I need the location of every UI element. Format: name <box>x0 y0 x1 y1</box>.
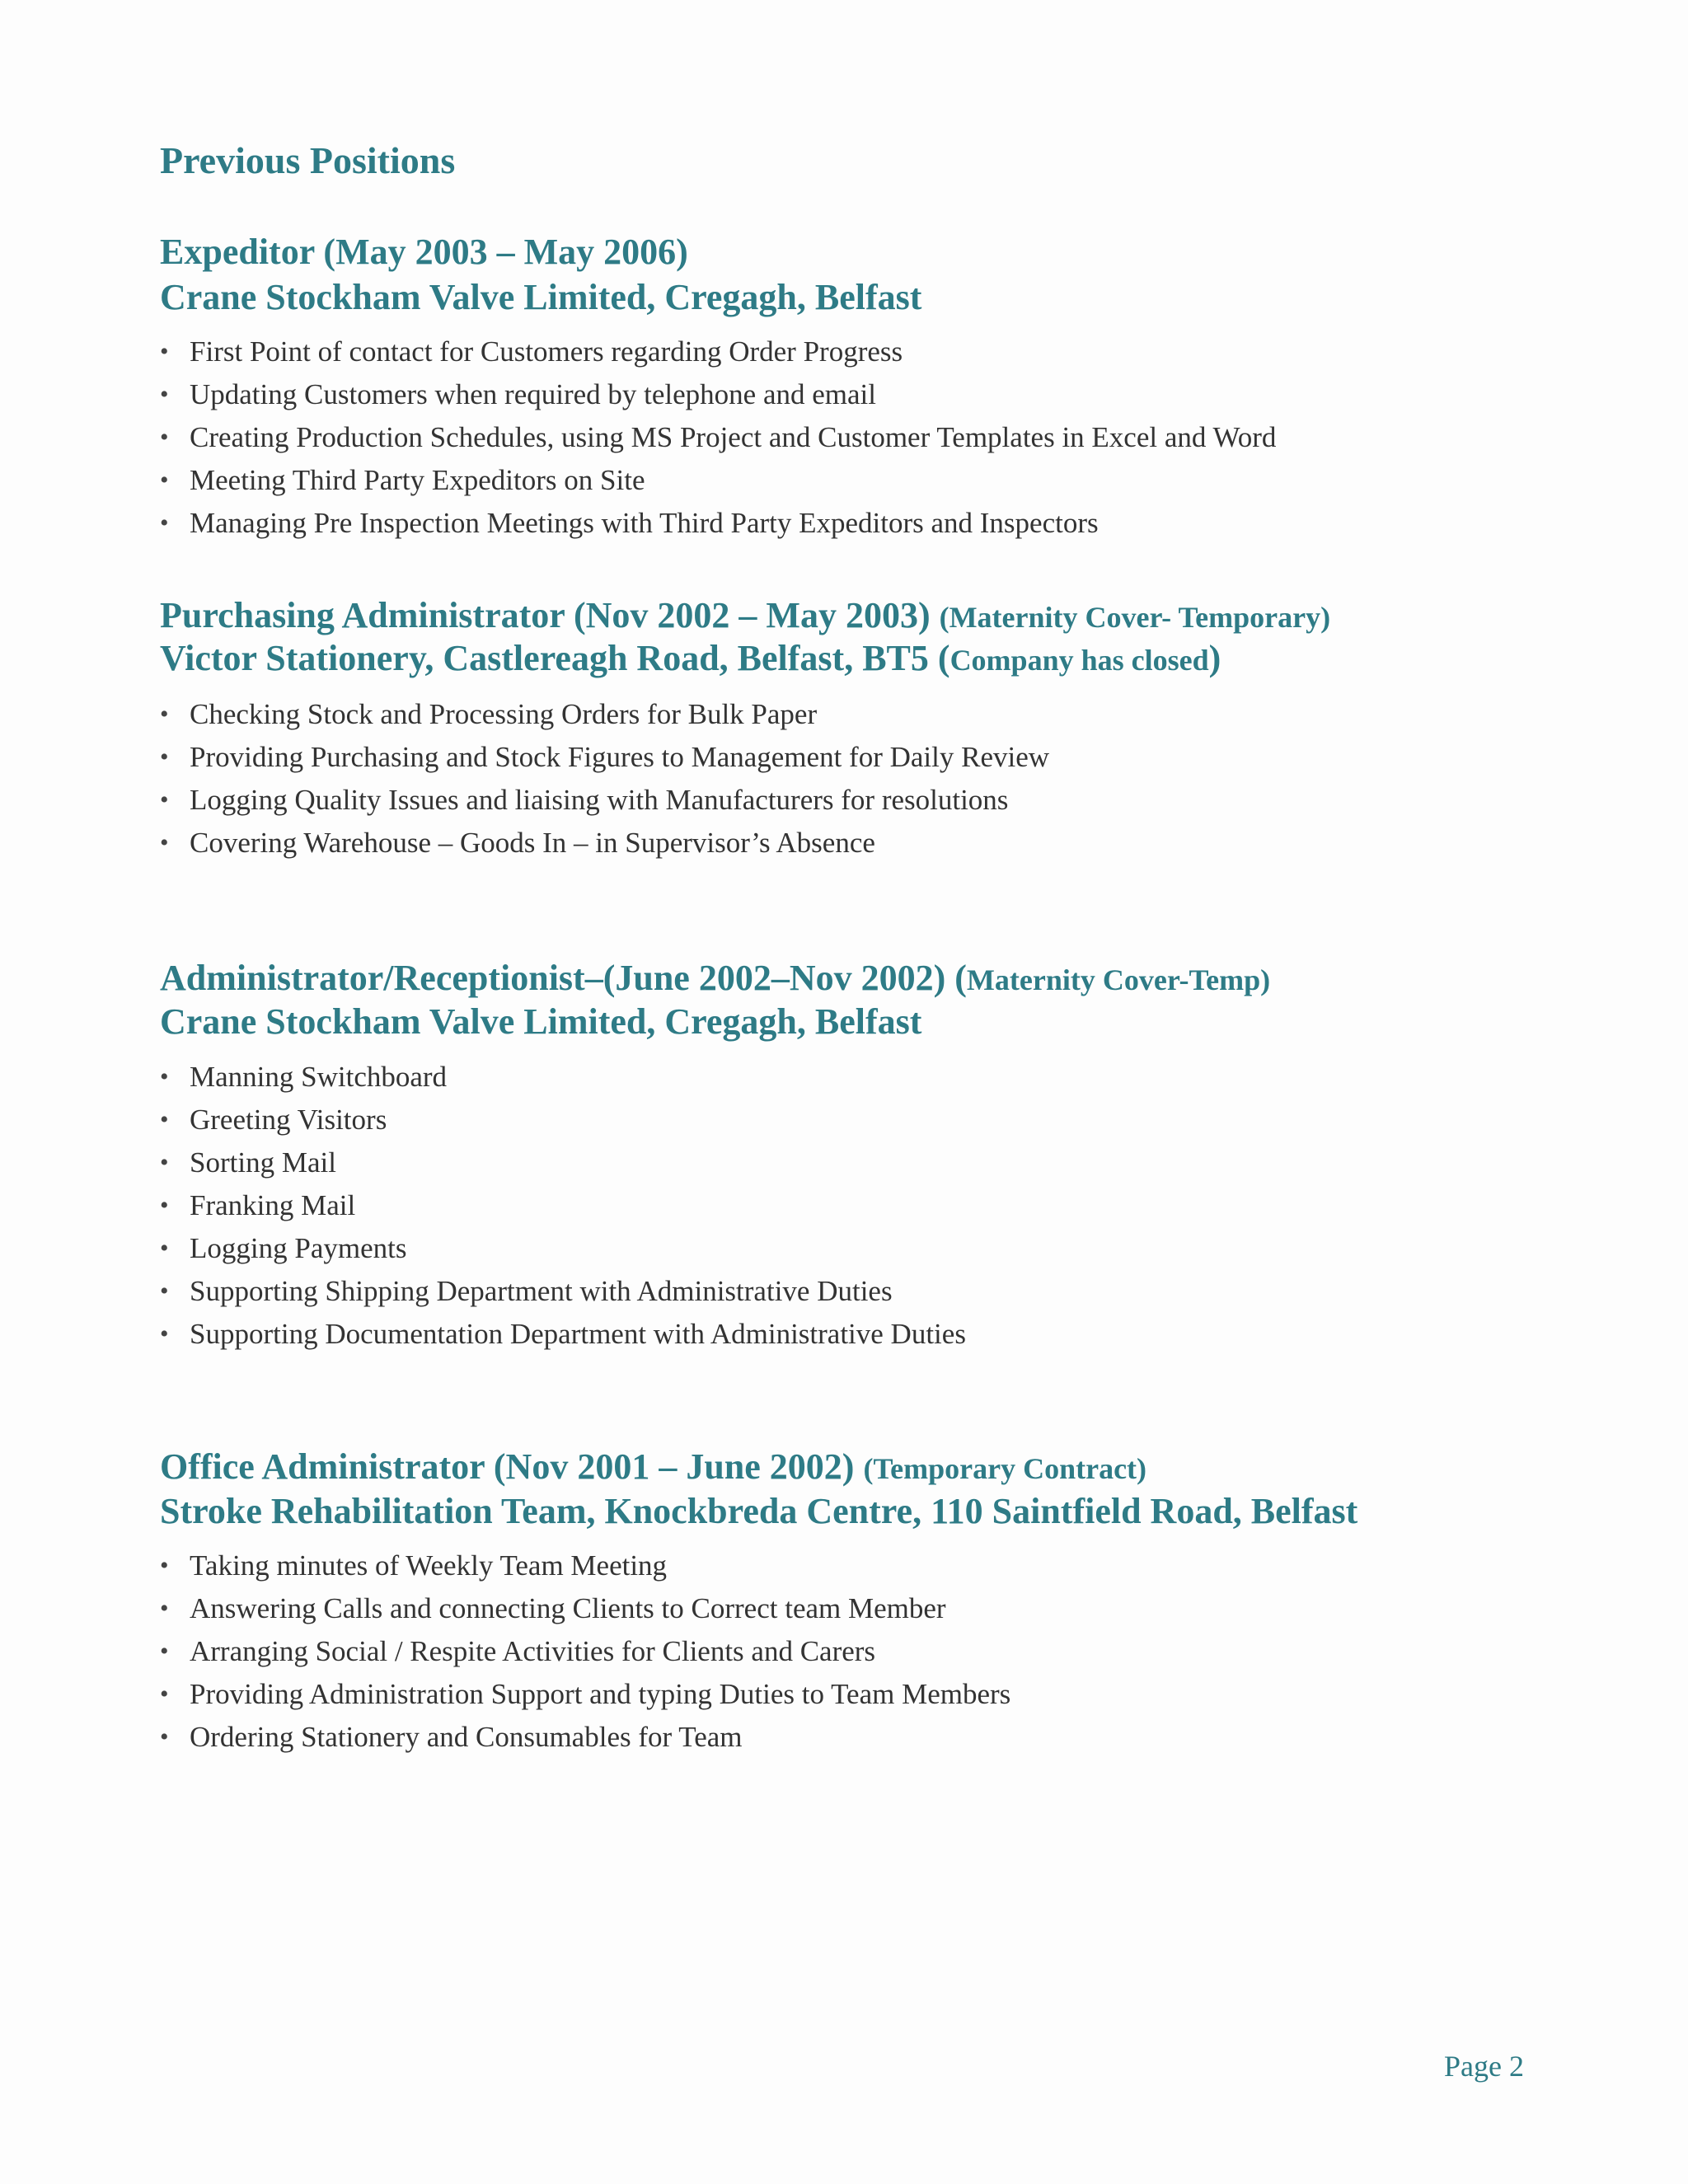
list-item-text: Logging Payments <box>190 1232 407 1264</box>
list-item <box>160 373 1561 416</box>
bullet-icon: • <box>160 743 169 771</box>
list-item <box>160 1630 1561 1673</box>
bullet-icon: • <box>160 1192 169 1219</box>
bullet-icon: • <box>160 1063 169 1090</box>
bullet-icon: • <box>160 338 169 365</box>
company-name <box>160 636 1221 682</box>
list-item <box>160 1716 1561 1759</box>
list-item-text: Answering Calls and connecting Clients to Correct team Member <box>190 1592 946 1624</box>
bullet-icon: • <box>160 1723 169 1750</box>
job-title <box>160 956 1270 1002</box>
duties-list <box>160 1544 1561 1759</box>
job-title-text: Office Administrator (Nov 2001 – June 2002) <box>160 1446 855 1487</box>
bullet-icon: • <box>160 786 169 813</box>
list-item <box>160 736 1561 779</box>
list-item-text: First Point of contact for Customers regarding Order Progress <box>190 335 903 368</box>
bullet-icon: • <box>160 701 169 728</box>
bullet-icon: • <box>160 1680 169 1708</box>
page-number: Page 2 <box>1444 2050 1524 2083</box>
list-item-text: Updating Customers when required by telephone and email <box>190 378 876 410</box>
job-title <box>160 593 1330 640</box>
list-item-text: Franking Mail <box>190 1189 356 1221</box>
bullet-icon: • <box>160 466 169 494</box>
company-name <box>160 1000 921 1044</box>
list-item <box>160 416 1561 459</box>
company-note-open: ( <box>937 638 950 678</box>
list-item <box>160 693 1561 736</box>
list-item-text: Managing Pre Inspection Meetings with Third Party Expeditors and Inspectors <box>190 507 1099 539</box>
bullet-icon: • <box>160 1552 169 1579</box>
list-item <box>160 459 1561 502</box>
company-text: Stroke Rehabilitation Team, Knockbreda Centre, 110 Saintfield Road, Belfast <box>160 1491 1358 1531</box>
list-item-text: Logging Quality Issues and liaising with Manufacturers for resolutions <box>190 784 1009 816</box>
company-note: Company has closed <box>950 644 1209 677</box>
list-item-text: Greeting Visitors <box>190 1104 387 1136</box>
bullet-icon: • <box>160 1106 169 1133</box>
company-note-close: ) <box>1208 638 1221 678</box>
job-title <box>160 1445 1146 1491</box>
list-item <box>160 1056 1561 1099</box>
bullet-icon: • <box>160 1277 169 1305</box>
bullet-icon: • <box>160 1638 169 1665</box>
company-text: Crane Stockham Valve Limited, Cregagh, Belfast <box>160 1001 922 1042</box>
job-title-text: Administrator/Receptionist–(June 2002–Nov 2002) ( <box>160 958 967 998</box>
job-title-note: (Maternity Cover- Temporary) <box>939 601 1331 634</box>
duties-list <box>160 1056 1561 1356</box>
list-item-text: Arranging Social / Respite Activities for Clients and Carers <box>190 1635 876 1667</box>
list-item <box>160 502 1561 545</box>
list-item-text: Providing Administration Support and typing Duties to Team Members <box>190 1678 1011 1710</box>
bullet-icon: • <box>160 381 169 408</box>
job-title <box>160 230 688 276</box>
bullet-icon: • <box>160 1149 169 1176</box>
job-title-text: Expeditor (May 2003 – May 2006) <box>160 232 688 272</box>
list-item <box>160 1184 1561 1227</box>
list-item-text: Supporting Documentation Department with Administrative Duties <box>190 1318 966 1350</box>
list-item <box>160 1227 1561 1270</box>
list-item <box>160 1141 1561 1184</box>
list-item <box>160 822 1561 865</box>
list-item <box>160 330 1561 373</box>
bullet-icon: • <box>160 509 169 537</box>
list-item <box>160 1313 1561 1356</box>
list-item-text: Sorting Mail <box>190 1146 336 1179</box>
company-name <box>160 275 921 320</box>
duties-list <box>160 693 1561 865</box>
list-item-text: Providing Purchasing and Stock Figures to Management for Daily Review <box>190 741 1050 773</box>
list-item-text: Taking minutes of Weekly Team Meeting <box>190 1549 668 1582</box>
job-title-note: Maternity Cover-Temp) <box>966 963 1271 996</box>
list-item-text: Ordering Stationery and Consumables for Team <box>190 1721 743 1753</box>
company-text: Victor Stationery, Castlereagh Road, Belfast, BT5 <box>160 638 929 678</box>
job-title-note: (Temporary Contract) <box>863 1452 1147 1485</box>
bullet-icon: • <box>160 1235 169 1262</box>
bullet-icon: • <box>160 1595 169 1622</box>
company-text: Crane Stockham Valve Limited, Cregagh, Belfast <box>160 277 922 317</box>
list-item-text: Meeting Third Party Expeditors on Site <box>190 464 645 496</box>
list-item-text: Creating Production Schedules, using MS Project and Customer Templates in Excel and Word <box>190 421 1277 453</box>
company-name <box>160 1489 1357 1534</box>
list-item-text: Covering Warehouse – Goods In – in Supervisor’s Absence <box>190 827 875 859</box>
list-item <box>160 1587 1561 1630</box>
bullet-icon: • <box>160 1320 169 1347</box>
list-item-text: Checking Stock and Processing Orders for Bulk Paper <box>190 698 818 730</box>
duties-list <box>160 330 1561 545</box>
list-item <box>160 1544 1561 1587</box>
bullet-icon: • <box>160 424 169 451</box>
section-title: Previous Positions <box>160 139 456 181</box>
list-item <box>160 1270 1561 1313</box>
list-item-text: Supporting Shipping Department with Administrative Duties <box>190 1275 893 1307</box>
list-item-text: Manning Switchboard <box>190 1061 448 1093</box>
bullet-icon: • <box>160 829 169 856</box>
job-title-text: Purchasing Administrator (Nov 2002 – May 2003) <box>160 595 931 635</box>
list-item <box>160 779 1561 822</box>
list-item <box>160 1099 1561 1141</box>
list-item <box>160 1673 1561 1716</box>
